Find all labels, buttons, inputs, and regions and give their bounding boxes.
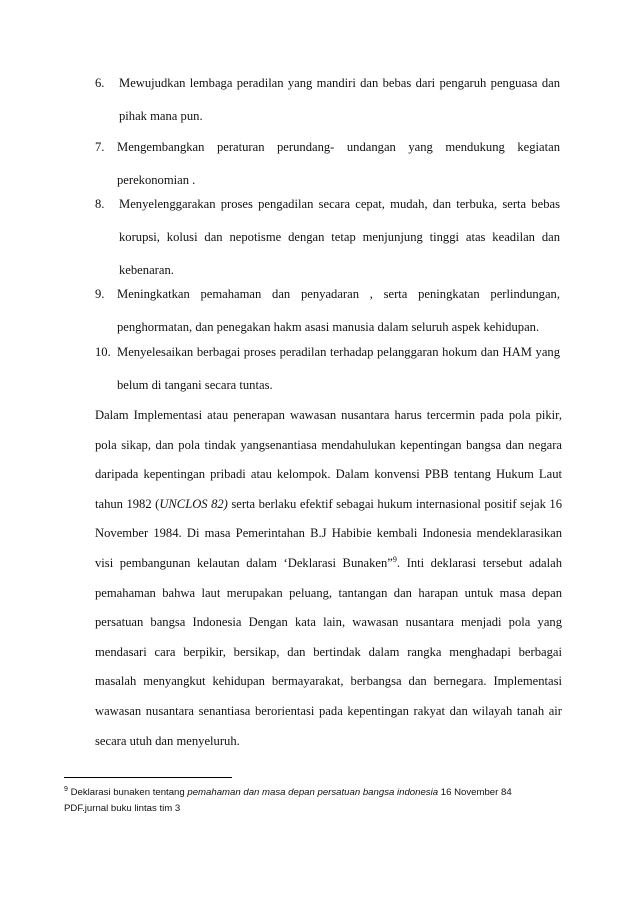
list-number: 9.	[95, 287, 105, 301]
footnote-text: Deklarasi bunaken tentang	[67, 787, 188, 798]
list-number: 7.	[95, 140, 105, 154]
list-text: Mewujudkan lembaga peradilan yang mandiri dan bebas dari pengaruh penguasa dan pihak mana pun.	[119, 76, 560, 123]
footnote-text-after: 16 November 84	[438, 787, 512, 798]
paragraph-italic: UNCLOS 82)	[159, 496, 228, 511]
list-text: Menyelesaikan berbagai proses peradilan terhadap pelanggaran hokum dan HAM yang belum di tangani secara tuntas.	[117, 345, 560, 392]
paragraph-text-3: . Inti deklarasi tersebut adalah pemahaman bahwa laut merupakan peluang, tantangan dan harapan untuk masa depan persatuan bangsa Indonesia Dengan kata lain, wawasan nusantara menjadi pola yang mendasari cara berpikir, bersikap, dan bertindak dalam rangka menghadapi berbagai masalah menyangkut kehidupan bermayarakat, berbangsa dan bernegara. Implementasi wawasan nusantara senantiasa berorientasi pada kepentingan rakyat dan wilayah tanah air secara utuh dan menyeluruh.	[95, 555, 562, 748]
footnote-italic: pemahaman dan masa depan persatuan bangsa indonesia	[187, 787, 439, 798]
footnote-reference: 9	[392, 554, 397, 564]
list-text: Menyelenggarakan proses pengadilan secara cepat, mudah, dan terbuka, serta bebas korupsi, kolusi dan nepotisme dengan tetap menjunjung tinggi atas keadilan dan kebenaran.	[119, 197, 560, 277]
list-text: Meningkatkan pemahaman dan penyadaran , serta peningkatan perlindungan, penghormatan, dan penegakan hakm asasi manusia dalam seluruh aspek kehidupan.	[117, 287, 560, 334]
paragraph-text-2: serta berlaku efektif sebagai hukum internasional positif sejak 16 November 1984. Di masa Pemerintahan B.J Habibie kembali Indonesia mendeklarasikan visi pembangunan kelautan dalam ‘Deklarasi Bunaken”	[95, 496, 562, 570]
list-item-10	[95, 336, 560, 402]
list-number: 8.	[95, 197, 105, 211]
list-item-6	[95, 67, 560, 133]
footnote-divider	[64, 777, 232, 778]
paragraph-text-1: Dalam Implementasi atau penerapan wawasan nusantara harus tercermin pada pola pikir, pola sikap, dan pola tindak yangsenantiasa mendahulukan kepentingan bangsa dan negara daripada kepentingan pribadi atau kelompok. Dalam konvensi PBB tentang Hukum Laut tahun 1982 (	[95, 408, 562, 511]
body-paragraph	[95, 401, 562, 756]
footnote-mark: 9	[64, 785, 68, 793]
footnote-line-1	[64, 785, 584, 801]
list-text: Mengembangkan peraturan perundang- undangan yang mendukung kegiatan perekonomian .	[117, 140, 560, 187]
list-number: 6.	[95, 76, 105, 90]
list-item-8	[95, 188, 560, 287]
list-item-9	[95, 278, 560, 344]
footnote	[64, 785, 584, 817]
footnote-line-2: PDF.jurnal buku lintas tim 3	[64, 803, 181, 814]
list-number: 10.	[95, 345, 111, 359]
